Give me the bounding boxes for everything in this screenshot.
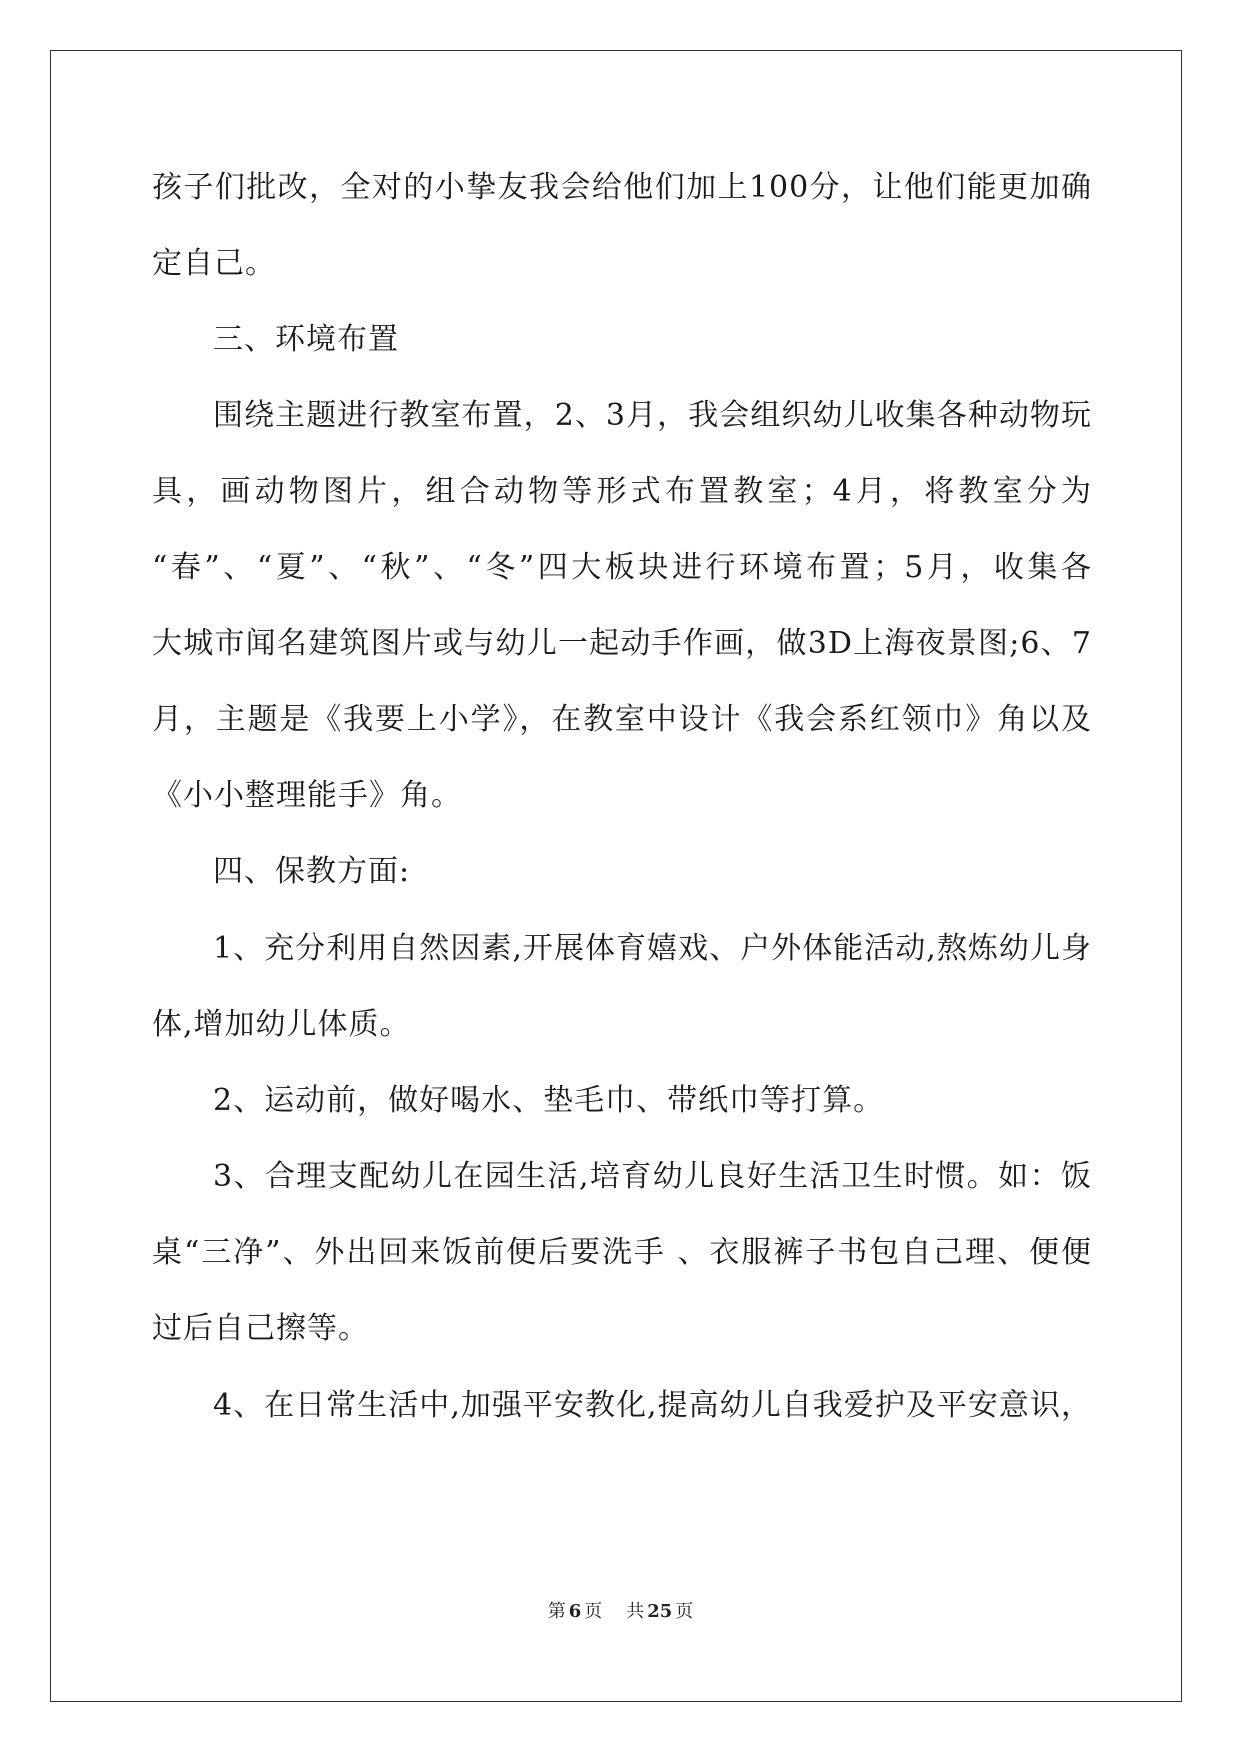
- paragraph-line: 《小小整理能手》角。: [152, 778, 462, 813]
- paragraph-line: 孩子们批改，全对的小挚友我会给他们加上100分，让他们能更加确: [152, 170, 1092, 205]
- paragraph-line: 具，画动物图片，组合动物等形式布置教室；4月，将教室分为: [152, 474, 1092, 509]
- paragraph-line: 体,增加幼儿体质。: [152, 1007, 411, 1042]
- section-heading: 四、保教方面:: [213, 854, 411, 889]
- paragraph-line: 围绕主题进行教室布置，2、3月，我会组织幼儿收集各种动物玩: [213, 398, 1092, 433]
- paragraph-line: 桌“三净”、外出回来饭前便后要洗手 、衣服裤子书包自己理、便便: [152, 1235, 1092, 1270]
- paragraph-line: 过后自己擦等。: [152, 1311, 369, 1346]
- total-prefix: 共: [626, 1601, 645, 1622]
- page-footer: [0, 1600, 1241, 1624]
- paragraph-line: 1、充分利用自然因素,开展体育嬉戏、户外体能活动,熬炼幼儿身: [213, 931, 1092, 966]
- total-suffix: 页: [675, 1601, 694, 1622]
- page-suffix: 页: [584, 1601, 603, 1622]
- paragraph-line: 定自己。: [152, 246, 276, 281]
- paragraph-line: “春”、“夏”、“秋”、“冬”四大板块进行环境布置；5月，收集各: [152, 550, 1092, 585]
- section-heading: 三、环境布置: [213, 322, 399, 357]
- paragraph-line: 2、运动前，做好喝水、垫毛巾、带纸巾等打算。: [213, 1083, 885, 1118]
- paragraph-line: 大城市闻名建筑图片或与幼儿一起动手作画，做3D上海夜景图;6、7: [152, 626, 1092, 661]
- paragraph-line: 3、合理支配幼儿在园生活,培育幼儿良好生活卫生时惯。如：饭: [213, 1159, 1092, 1194]
- paragraph-line: 4、在日常生活中,加强平安教化,提高幼儿自我爱护及平安意识，: [213, 1388, 1092, 1423]
- paragraph-line: 月，主题是《我要上小学》，在教室中设计《我会系红领巾》角以及: [152, 702, 1092, 737]
- page-prefix: 第: [547, 1601, 566, 1622]
- page-number: 6: [568, 1601, 582, 1622]
- total-pages: 25: [647, 1601, 673, 1622]
